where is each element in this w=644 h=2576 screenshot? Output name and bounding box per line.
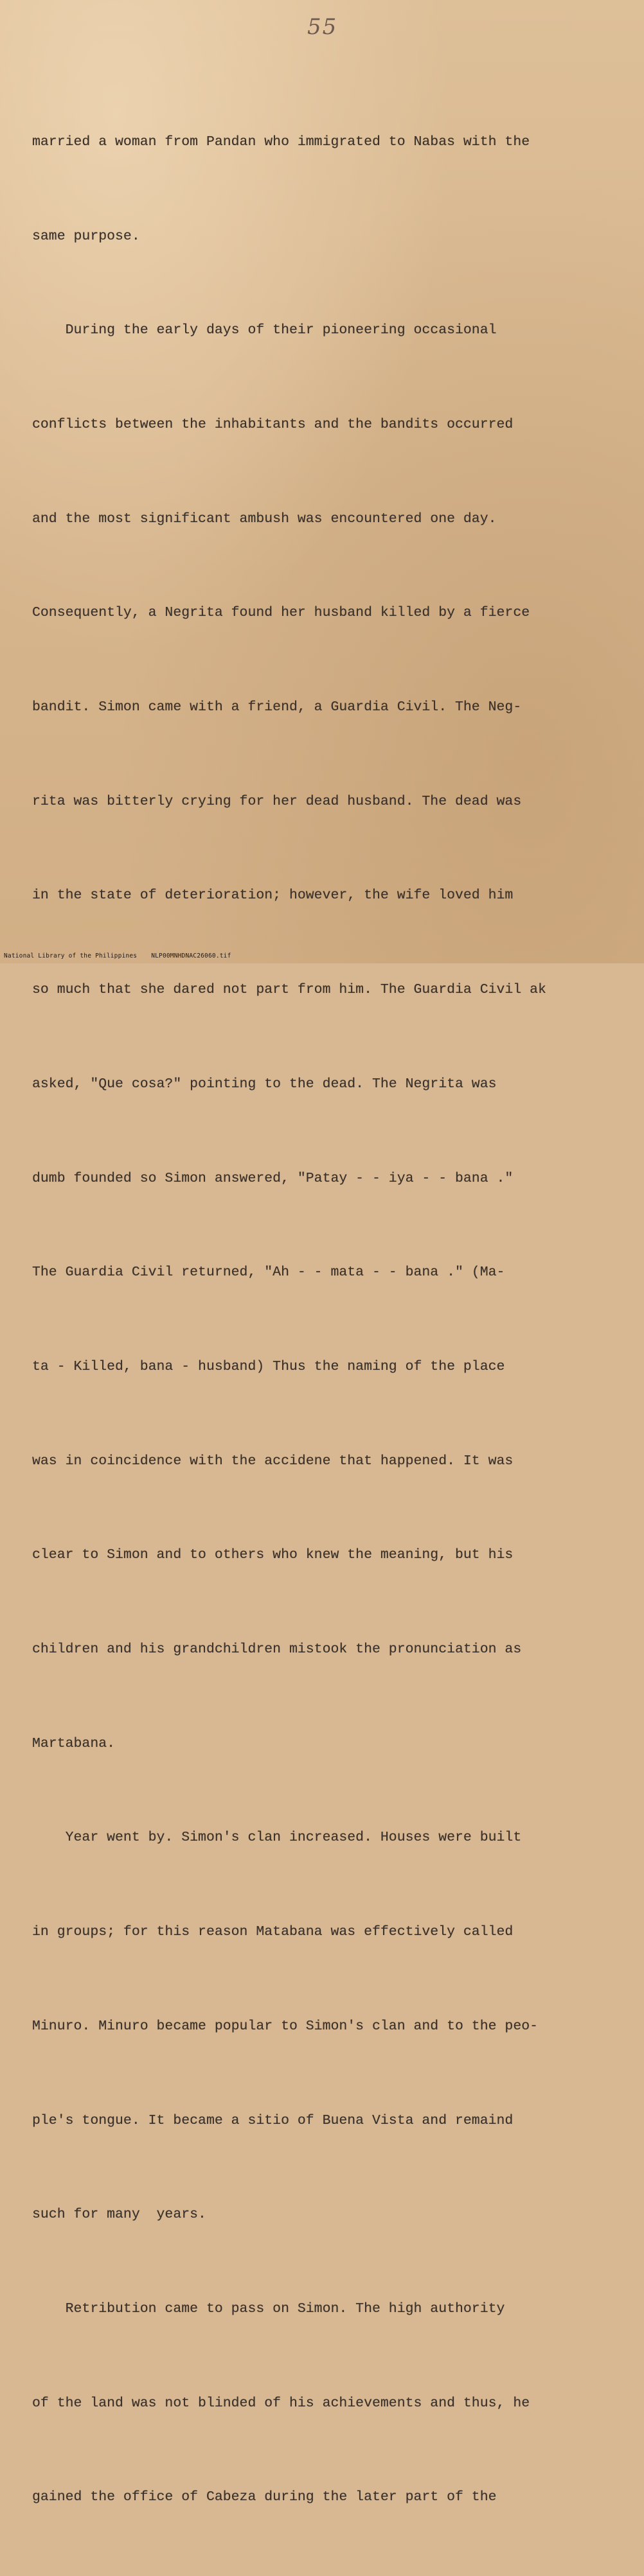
text-line: The Guardia Civil returned, "Ah - - mata - - bana ." (Ma- (32, 1265, 505, 1281)
typed-text-body (32, 64, 611, 2576)
text-line: ta - Killed, bana - husband) Thus the naming of the place (32, 1358, 505, 1374)
text-line: dumb founded so Simon answered, "Patay - - iya - - bana ." (32, 1170, 514, 1186)
text-line: so much that she dared not part from him. The Guardia Civil ak (32, 982, 546, 998)
text-line: and the most significant ambush was encountered one day. (32, 511, 497, 527)
scan-footer (4, 952, 231, 959)
library-credit: National Library of the Philippines (4, 952, 138, 959)
text-line: bandit. Simon came with a friend, a Guardia Civil. The Neg- (32, 699, 522, 715)
text-line: clear to Simon and to others who knew the meaning, but his (32, 1547, 514, 1563)
text-line: of the land was not blinded of his achievements and thus, he (32, 2395, 530, 2411)
text-line: was in coincidence with the accidene that happened. It was (32, 1453, 514, 1469)
text-line: such for many years. (32, 2207, 206, 2223)
text-line: children and his grandchildren mistook the pronunciation as (32, 1642, 522, 1658)
text-line: Retribution came to pass on Simon. The high authority (32, 2300, 505, 2317)
text-line: gained the office of Cabeza during the later part of the (32, 2489, 497, 2505)
text-line: During the early days of their pioneering occasional (32, 322, 497, 338)
text-line: in the state of deterioration; however, the wife loved him (32, 888, 514, 904)
text-line: Consequently, a Negrita found her husband killed by a fierce (32, 605, 530, 621)
text-line: Year went by. Simon's clan increased. Houses were built (32, 1830, 522, 1846)
text-line: Minuro. Minuro became popular to Simon's clan and to the peo- (32, 2018, 539, 2034)
text-line: asked, "Que cosa?" pointing to the dead. The Negrita was (32, 1076, 497, 1092)
text-line: Martabana. (32, 1735, 116, 1751)
text-line: married a woman from Pandan who immigrated to Nabas with the (32, 134, 530, 150)
text-line: rita was bitterly crying for her dead husband. The dead was (32, 793, 522, 809)
page-number: 55 (307, 14, 338, 40)
text-line: conflicts between the inhabitants and the bandits occurred (32, 416, 514, 432)
text-line: ple's tongue. It became a sitio of Buena Vista and remaind (32, 2112, 514, 2128)
scan-filename: NLP00MNHDNAC26060.tif (151, 952, 231, 959)
text-line: in groups; for this reason Matabana was effectively called (32, 1924, 514, 1940)
text-line: same purpose. (32, 228, 140, 244)
